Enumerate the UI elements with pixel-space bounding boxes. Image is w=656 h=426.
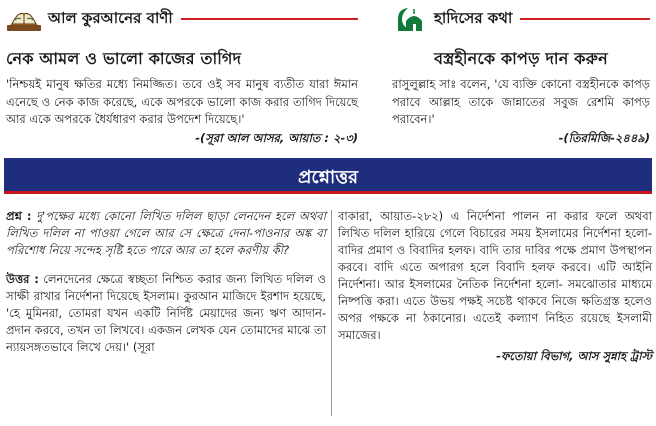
qa-left-column (6, 208, 326, 356)
hadith-text: রাসুলুল্লাহ সাঃ বলেন, 'যে ব্যক্তি কোনো বস্ত্রহীনকে কাপড় পরাবে আল্লাহ তাকে জান্নাতের সবুজ রেশমি কাপড় পরাবেন।' (392, 77, 650, 126)
answer-paragraph (6, 271, 326, 356)
question-label: প্রশ্ন : (6, 209, 32, 223)
mosque-crescent-icon (392, 5, 428, 33)
hadith-header-rule (520, 18, 650, 20)
hadith-section-title: হাদিসের কথা (434, 8, 513, 27)
qa-banner (4, 158, 652, 194)
answer-signature: -ফতোয়া বিভাগ, আস সুন্নাহ ট্রাস্ট (496, 349, 652, 363)
hadith-reference: -(তিরমিজি-২৪৪৯) (558, 130, 650, 145)
hadith-header (392, 4, 650, 34)
quran-reference: -(সূরা আল আসর, আয়াত : ২-৩) (195, 130, 358, 145)
quran-headline: নেক আমল ও ভালো কাজের তাগিদ (6, 49, 242, 68)
quran-section (6, 4, 358, 149)
answer-label: উত্তর : (6, 272, 39, 286)
question-text: দু'পক্ষের মধ্যে কোনো লিখিত দলিল ছাড়া লেনদেন হলে অথবা লিখিত দলিল না পাওয়া গেলে আর সে ক্ষেত্রে দেনা-পাওনার অঙ্ক বা পরিশোধ নিয়ে সন্দেহ সৃষ্টি হতে পারে আর তা হলে করণীয় কী? (6, 209, 326, 257)
answer-text-left: লেনদেনের ক্ষেত্রে স্বচ্ছতা নিশ্চিত করার জন্য লিখিত দলিল ও সাক্ষী রাখার নির্দেশনা দিয়েছে ইসলাম। কুরআন মাজিদে ইরশাদ হয়েছে, 'হে মুমিনরা, তোমরা যখন একটি নির্দিষ্ট মেয়াদের জন্য ঋণ আদান-প্রদান করবে, তখন তা লিখবে। একজন লেখক যেন তোমাদের মাঝে তা ন্যায়সঙ্গতভাবে লিখে দেয়।' (সূরা (6, 272, 327, 354)
quran-text: 'নিশ্চয়ই মানুষ ক্ষতির মধ্যে নিমজ্জিত। তবে ওই সব মানুষ ব্যতীত যারা ঈমান এনেছে ও নেক কাজ করেছে, একে অপরকে ভালো কাজ করার তাগিদ দিয়েছে আর একে অপরকে ধৈর্যধারণ করার উপদেশ দিয়েছে।' (6, 77, 358, 126)
answer-text-right: বাকারা, আয়াত-২৮২) এ নির্দেশনা পালন না করার ফলে অথবা লিখিত দলিল হারিয়ে গেলে বিচারের সময় ইসলামের নির্দেশনা হলো-বাদির প্রমাণ ও বিবাদির হলফ। বাদি তার দাবির পক্ষে প্রমাণ উপস্থাপন করবে। বাদি এতে অপারগ হলে বিবাদি হলফ করবে। এটি আইনি নির্দেশনা। আর ইসলামের নৈতিক নির্দেশনা হলো- সমঝোতার মাধ্যমে নিষ্পত্তি করা। এতে উভয় পক্ষই সচেষ্ট থাকবে নিজে ক্ষতিগ্রস্ত হলেও অপর পক্ষকে না ঠকানোর। এতেই কল্যাণ নিহিত রয়েছে ইসলামী সমাজের। (338, 209, 652, 342)
quran-book-icon (6, 5, 42, 33)
qa-right-column (338, 208, 652, 367)
hadith-headline: বস্ত্রহীনকে কাপড় দান করুন (434, 49, 608, 68)
quran-section-title: আল কুরআনের বাণী (48, 8, 173, 27)
quran-header-rule (181, 18, 358, 20)
quran-header (6, 4, 358, 34)
question-paragraph (6, 208, 326, 259)
column-divider (331, 210, 332, 416)
qa-banner-title: প্রশ্নোত্তর (298, 167, 358, 188)
hadith-section (392, 4, 650, 149)
